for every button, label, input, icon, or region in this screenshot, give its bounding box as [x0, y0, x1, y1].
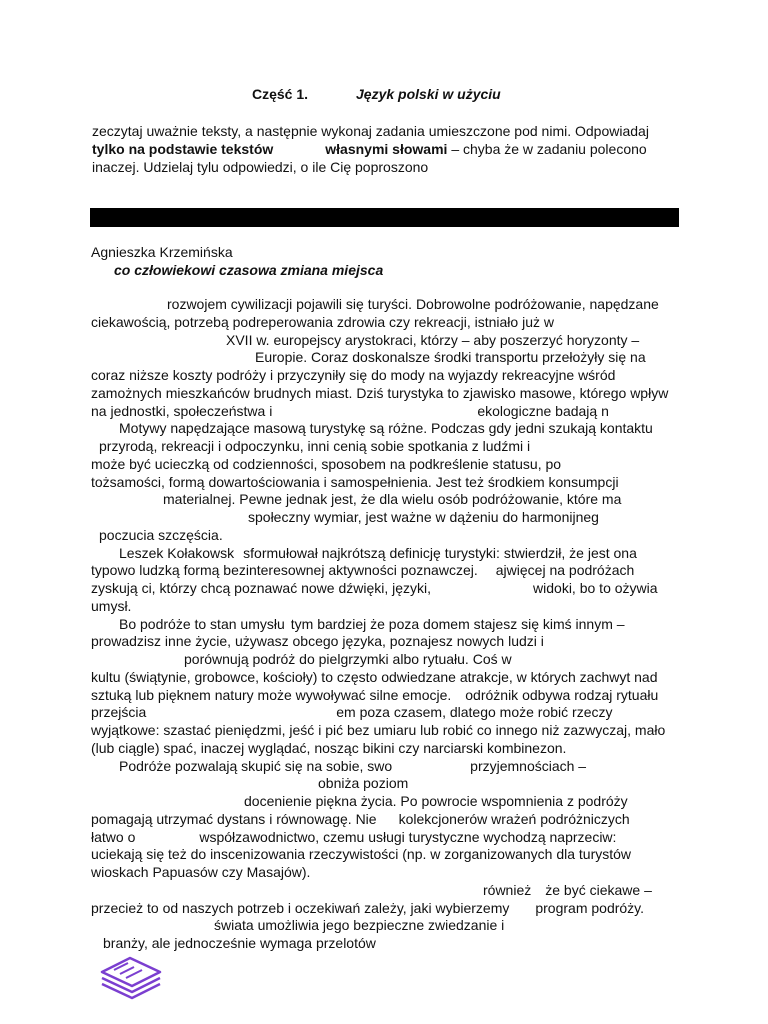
article-fragment: przyjemnościach –	[470, 757, 587, 774]
article-line	[91, 882, 691, 900]
article-fragment: ekologiczne badają n	[477, 402, 609, 419]
article-fragment: na jednostki, społeczeństwa i	[91, 402, 273, 419]
article-fragment: Leszek Kołakowsk	[119, 544, 235, 561]
article-fragment: pomagają utrzymać dystans i równowagę. Nie	[91, 810, 377, 827]
article-line: świata umożliwia jego bezpieczne zwiedzanie i	[214, 917, 505, 934]
article-line: obniża poziom	[318, 775, 409, 792]
article-line	[91, 811, 691, 829]
article-fragment: sztuką lub pięknem natury może wywoływać silne emocje.	[91, 686, 452, 703]
article-fragment: program podróży.	[535, 899, 645, 916]
section-title: Język polski w użyciu	[356, 86, 501, 102]
article-line	[91, 562, 691, 580]
article-fragment: odróżnik odbywa rodzaj rytuału	[465, 686, 659, 703]
instructions-line-2	[92, 140, 692, 158]
article-fragment: widoki, bo to ożywia	[533, 580, 658, 596]
article-fragment: em poza czasem, dlatego może robić rzeczy	[336, 704, 613, 721]
article-line: Europie. Coraz doskonalsze środki transportu przełożyły się na	[255, 349, 646, 366]
article-author: Agnieszka Krzemińska	[91, 244, 233, 260]
article-line: branży, ale jednocześnie wymaga przelotów	[103, 935, 376, 951]
article-line: XVII w. europejscy arystokraci, którzy – aby poszerzyć horyzonty –	[226, 331, 640, 348]
article-line: może być ucieczką od codzienności, sposobem na podkreślenie statusu, po	[91, 455, 562, 472]
article-line	[91, 580, 691, 598]
article-line: kultu (świątynie, grobowce, kościoły) to często odwiedzane atrakcje, w których zachwyt nad	[91, 668, 658, 685]
article-line	[91, 403, 691, 421]
article-fragment: że być ciekawe –	[545, 881, 652, 898]
article-subtitle: co człowiekowi czasowa zmiana miejsca	[114, 262, 384, 278]
article-fragment: przecież to od naszych potrzeb i oczekiwań zależy, jaki wybierzemy	[91, 899, 510, 916]
article-line	[91, 687, 691, 705]
instructions	[92, 122, 692, 176]
article-fragment: łatwo o	[91, 828, 136, 845]
article-line: poczucia szczęścia.	[99, 526, 223, 543]
article-line: zamożnych mieszkańców brudnych miast. Dziś turystyka to zjawisko masowe, którego wpływ	[91, 384, 669, 401]
article-line: porównują podróż do pielgrzymki albo rytuału. Coś w	[184, 651, 512, 667]
article-line: umysł.	[91, 597, 132, 614]
instructions-line-2-rest: – chyba że w zadaniu polecono	[451, 141, 647, 157]
article-fragment: tym bardziej że poza domem stajesz się kimś innym –	[290, 615, 625, 632]
article-line: rozwojem cywilizacji pojawili się turyści. Dobrowolne podróżowanie, napędzane	[167, 296, 659, 312]
article-line	[91, 704, 691, 722]
instructions-emphasis-1: tylko na podstawie tekstów	[92, 141, 274, 157]
article-line	[91, 545, 691, 563]
instructions-emphasis-2: własnymi słowami	[325, 141, 448, 157]
article-line: ciekawością, potrzebą podreperowania zdrowia czy rekreacji, istniało już w	[91, 313, 554, 330]
article-fragment: zyskują ci, którzy chcą poznawać nowe dźwięki, języki,	[91, 580, 432, 596]
article-line: coraz niższe koszty podróży i przyczyniły się do mody na wyjazdy rekreacyjne wśród	[91, 367, 616, 383]
article-line: Motywy napędzające masową turystykę są różne. Podczas gdy jedni szukają kontaktu	[119, 420, 653, 437]
article-fragment: współzawodnictwo, czemu usługi turystyczne wychodzą naprzeciw:	[199, 828, 617, 845]
article-fragment: ajwięcej na podróżach	[495, 562, 635, 579]
article-line: wyjątkowe: szastać pieniędzmi, jeść i pić bez umiaru lub robić co innego niż zazwyczaj, mało	[91, 722, 666, 738]
article-fragment: sformułował najkrótszą definicję turystyki: stwierdził, że jest ona	[243, 544, 637, 561]
article-line	[91, 829, 691, 847]
article-fragment: przejścia	[91, 704, 147, 721]
article-fragment: również	[483, 881, 532, 898]
article-line	[91, 616, 691, 634]
article-body	[91, 296, 691, 953]
article-line: docenienie piękna życia. Po powrocie wspomnienia z podróży	[244, 793, 628, 809]
instructions-line-3: inaczej. Udzielaj tylu odpowiedzi, o ile Cię poproszono	[92, 159, 429, 175]
article-fragment: kolekcjonerów wrażeń podróżniczych	[398, 810, 630, 827]
article-line: prowadzisz inne życie, używasz obcego języka, poznajesz nowych ludzi i	[91, 633, 544, 650]
article-fragment: Bo podróże to stan umysłu	[119, 615, 285, 632]
article-line: przyrodą, rekreacji i odpoczynku, inni cenią sobie spotkania z ludźmi i	[99, 438, 531, 454]
article-line	[91, 900, 691, 918]
article-line	[91, 758, 691, 776]
redacted-bar	[90, 208, 679, 227]
article-line: uciekają się też do inscenizowania rzeczywistości (np. w zorganizowanych dla turystów	[91, 846, 632, 863]
article-fragment: Podróże pozwalają skupić się na sobie, swo	[119, 757, 393, 774]
section-number: Część 1.	[252, 86, 309, 102]
article-line: społeczny wymiar, jest ważne w dążeniu do harmonijneg	[248, 509, 599, 525]
stacked-sheets-logo-icon	[98, 940, 164, 1004]
article-line: materialnej. Pewne jednak jest, że dla wielu osób podróżowanie, które ma	[163, 491, 622, 508]
instructions-line-1: zeczytaj uważnie teksty, a następnie wykonaj zadania umieszczone pod nimi. Odpowiadaj	[92, 123, 649, 139]
article-line: (lub ciągle) spać, inaczej wyglądać, nosząc bikini czy narciarski kombinezon.	[91, 739, 567, 756]
article-line: tożsamości, formą dowartościowania i samospełnienia. Jest też środkiem konsumpcji	[91, 473, 619, 490]
article-fragment: typowo ludzką formą bezinteresownej aktywności poznawczej.	[91, 562, 478, 579]
article-line: wioskach Papuasów czy Masajów).	[91, 864, 311, 880]
